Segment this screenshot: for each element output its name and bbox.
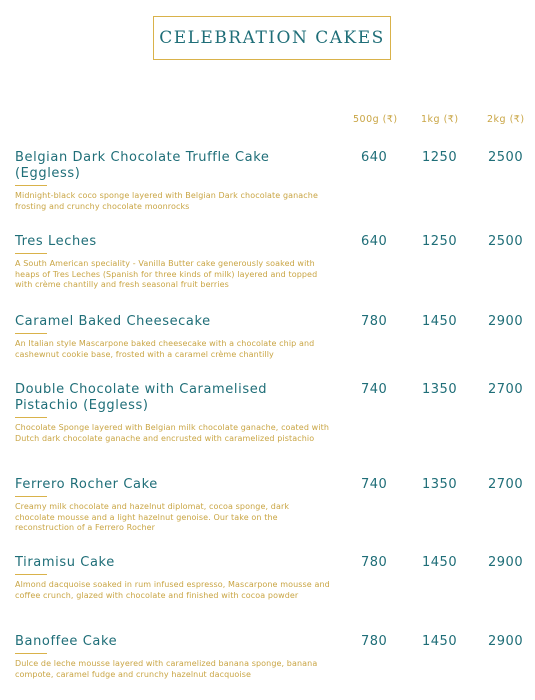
price-1kg: 1350 xyxy=(422,382,458,397)
menu-item xyxy=(15,477,525,534)
price-2kg: 2500 xyxy=(488,150,524,165)
price-1kg: 1450 xyxy=(422,634,458,649)
price-500g: 640 xyxy=(361,234,388,249)
column-header-2kg: 2kg (₹) xyxy=(487,114,525,125)
price-500g: 740 xyxy=(361,382,388,397)
price-2kg: 2700 xyxy=(488,477,524,492)
item-divider xyxy=(15,574,47,575)
price-1kg: 1450 xyxy=(422,314,458,329)
price-1kg: 1450 xyxy=(422,555,458,570)
price-500g: 740 xyxy=(361,477,388,492)
price-2kg: 2700 xyxy=(488,382,524,397)
page-title: CELEBRATION CAKES xyxy=(159,28,385,48)
menu-item xyxy=(15,234,525,291)
title-box xyxy=(153,16,391,60)
price-500g: 640 xyxy=(361,150,388,165)
item-divider xyxy=(15,333,47,334)
item-description: A South American speciality - Vanilla Butter cake generously soaked with heaps of Tres Leches (Spanish for three kinds of milk) layered and topped with crème chantilly and fresh seasonal fruit berries xyxy=(15,259,318,289)
price-1kg: 1250 xyxy=(422,234,458,249)
price-2kg: 2900 xyxy=(488,555,524,570)
item-description: Chocolate Sponge layered with Belgian milk chocolate ganache, coated with Dutch dark chocolate ganache and encrusted with caramelized pistachio xyxy=(15,423,330,443)
item-divider xyxy=(15,653,47,654)
menu-item xyxy=(15,555,525,601)
price-2kg: 2500 xyxy=(488,234,524,249)
menu-item xyxy=(15,150,525,212)
item-name: Double Chocolate with Caramelised Pistachio (Eggless) xyxy=(15,382,268,413)
price-500g: 780 xyxy=(361,634,388,649)
price-500g: 780 xyxy=(361,314,388,329)
price-2kg: 2900 xyxy=(488,634,524,649)
item-description: Dulce de leche mousse layered with caramelized banana sponge, banana compote, caramel fudge and crunchy hazelnut dacquoise xyxy=(15,659,318,679)
item-name: Ferrero Rocher Cake xyxy=(15,477,158,492)
item-name: Belgian Dark Chocolate Truffle Cake (Eggless) xyxy=(15,150,270,181)
menu-item xyxy=(15,634,525,680)
item-divider xyxy=(15,417,47,418)
item-description: An Italian style Mascarpone baked cheesecake with a chocolate chip and cashewnut cookie base, frosted with a caramel crème chantilly xyxy=(15,339,315,359)
item-name: Caramel Baked Cheesecake xyxy=(15,314,211,329)
price-500g: 780 xyxy=(361,555,388,570)
menu-item xyxy=(15,382,525,444)
column-header-1kg: 1kg (₹) xyxy=(421,114,459,125)
price-1kg: 1350 xyxy=(422,477,458,492)
menu-item xyxy=(15,314,525,360)
item-divider xyxy=(15,185,47,186)
item-description: Midnight-black coco sponge layered with Belgian Dark chocolate ganache frosting and crunchy chocolate moonrocks xyxy=(15,191,318,211)
item-description: Almond dacquoise soaked in rum infused espresso, Mascarpone mousse and coffee crunch, glazed with chocolate and finished with cocoa powder xyxy=(15,580,330,600)
item-name: Tres Leches xyxy=(15,234,97,249)
item-divider xyxy=(15,253,47,254)
item-description: Creamy milk chocolate and hazelnut diplomat, cocoa sponge, dark chocolate mousse and a light hazelnut genoise. Our take on the reconstruction of a Ferrero Rocher xyxy=(15,502,290,532)
column-header-500g: 500g (₹) xyxy=(353,114,398,125)
item-name: Banoffee Cake xyxy=(15,634,118,649)
item-divider xyxy=(15,496,47,497)
item-name: Tiramisu Cake xyxy=(15,555,115,570)
price-1kg: 1250 xyxy=(422,150,458,165)
price-2kg: 2900 xyxy=(488,314,524,329)
